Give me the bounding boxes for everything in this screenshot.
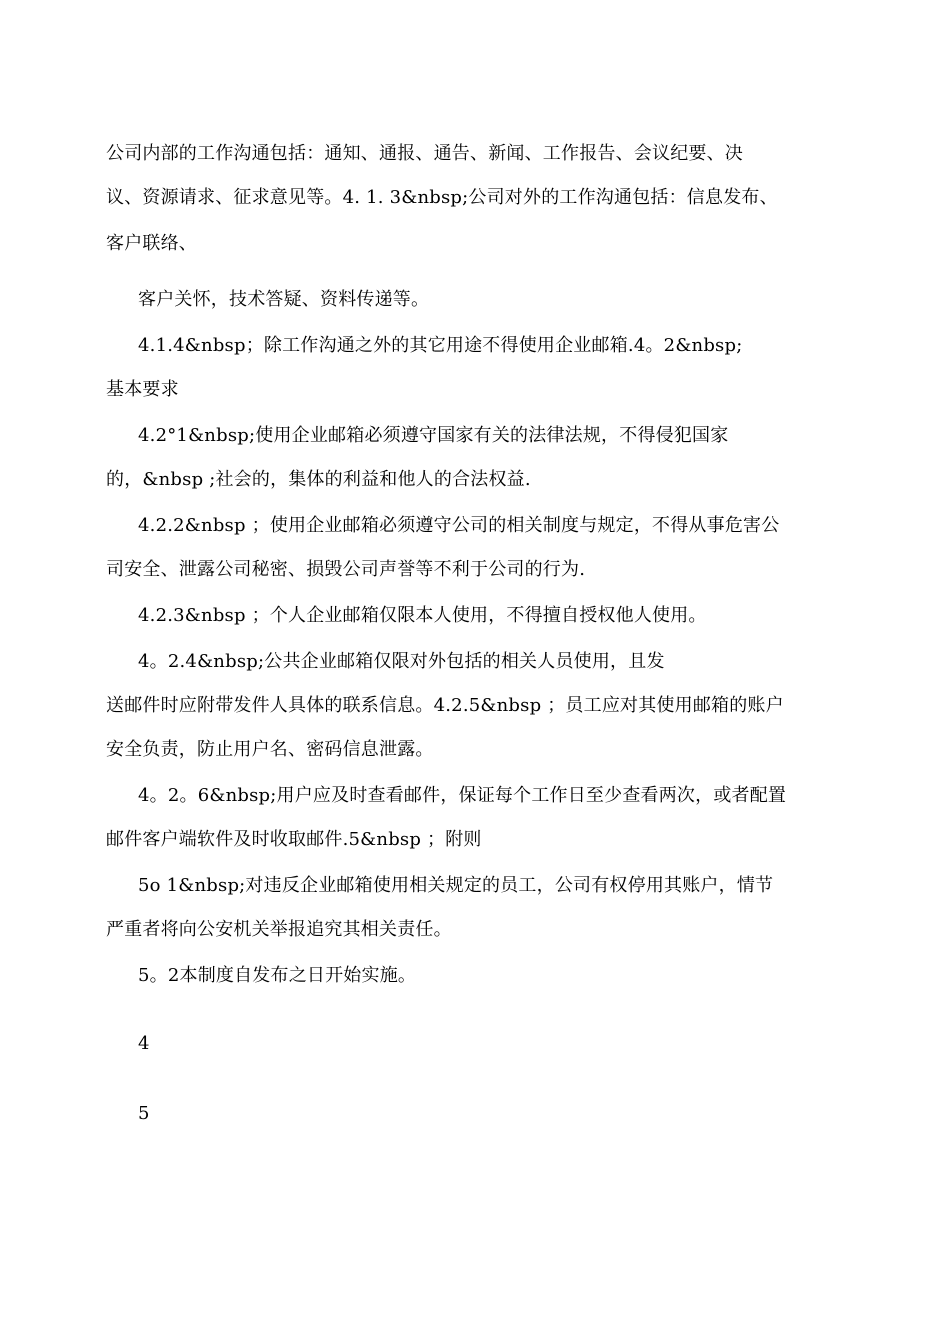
body-text-line: 公司内部的工作沟通包括：通知、通报、通告、新闻、工作报告、会议纪要、决 xyxy=(106,143,743,164)
body-text-line: 4.2.3&nbsp ；个人企业邮箱仅限本人使用，不得擅自授权他人使用。 xyxy=(138,605,707,626)
body-text-line: 的，&nbsp ;社会的，集体的利益和他人的合法权益. xyxy=(106,469,531,490)
body-text-line: 客户关怀，技术答疑、资料传递等。 xyxy=(138,289,430,310)
section-heading: 基本要求 xyxy=(106,379,179,400)
body-text-line: 安全负责，防止用户名、密码信息泄露。 xyxy=(106,739,434,760)
body-text-line: 4.2°1&nbsp;使用企业邮箱必须遵守国家有关的法律法规，不得侵犯国家 xyxy=(138,425,729,446)
body-text-line: 4。2.4&nbsp;公共企业邮箱仅限对外包括的相关人员使用，且发 xyxy=(138,651,665,672)
body-text-line: 5o 1&nbsp;对违反企业邮箱使用相关规定的员工，公司有权停用其账户，情节 xyxy=(138,875,774,896)
body-text-line: 邮件客户端软件及时收取邮件.5&nbsp ；附则 xyxy=(106,829,482,850)
body-text-line: 4。2。6&nbsp;用户应及时查看邮件，保证每个工作日至少查看两次，或者配置 xyxy=(138,785,787,806)
list-number: 4 xyxy=(138,1033,150,1054)
body-text-line: 严重者将向公安机关举报追究其相关责任。 xyxy=(106,919,452,940)
body-text-line: 送邮件时应附带发件人具体的联系信息。4.2.5&nbsp ；员工应对其使用邮箱的账户 xyxy=(106,695,784,716)
body-text-line: 5。2本制度自发布之日开始实施。 xyxy=(138,965,417,986)
list-number: 5 xyxy=(138,1103,150,1124)
body-text-line: 4.1.4&nbsp；除工作沟通之外的其它用途不得使用企业邮箱.4。2&nbsp; xyxy=(138,335,743,356)
body-text-line: 司安全、泄露公司秘密、损毁公司声誉等不利于公司的行为. xyxy=(106,559,586,580)
body-text-line: 4.2.2&nbsp ；使用企业邮箱必须遵守公司的相关制度与规定，不得从事危害公 xyxy=(138,515,780,536)
body-text-line: 议、资源请求、征求意见等。4. 1. 3&nbsp;公司对外的工作沟通包括：信息发布、 xyxy=(106,187,778,208)
body-text-line: 客户联络、 xyxy=(106,233,197,254)
